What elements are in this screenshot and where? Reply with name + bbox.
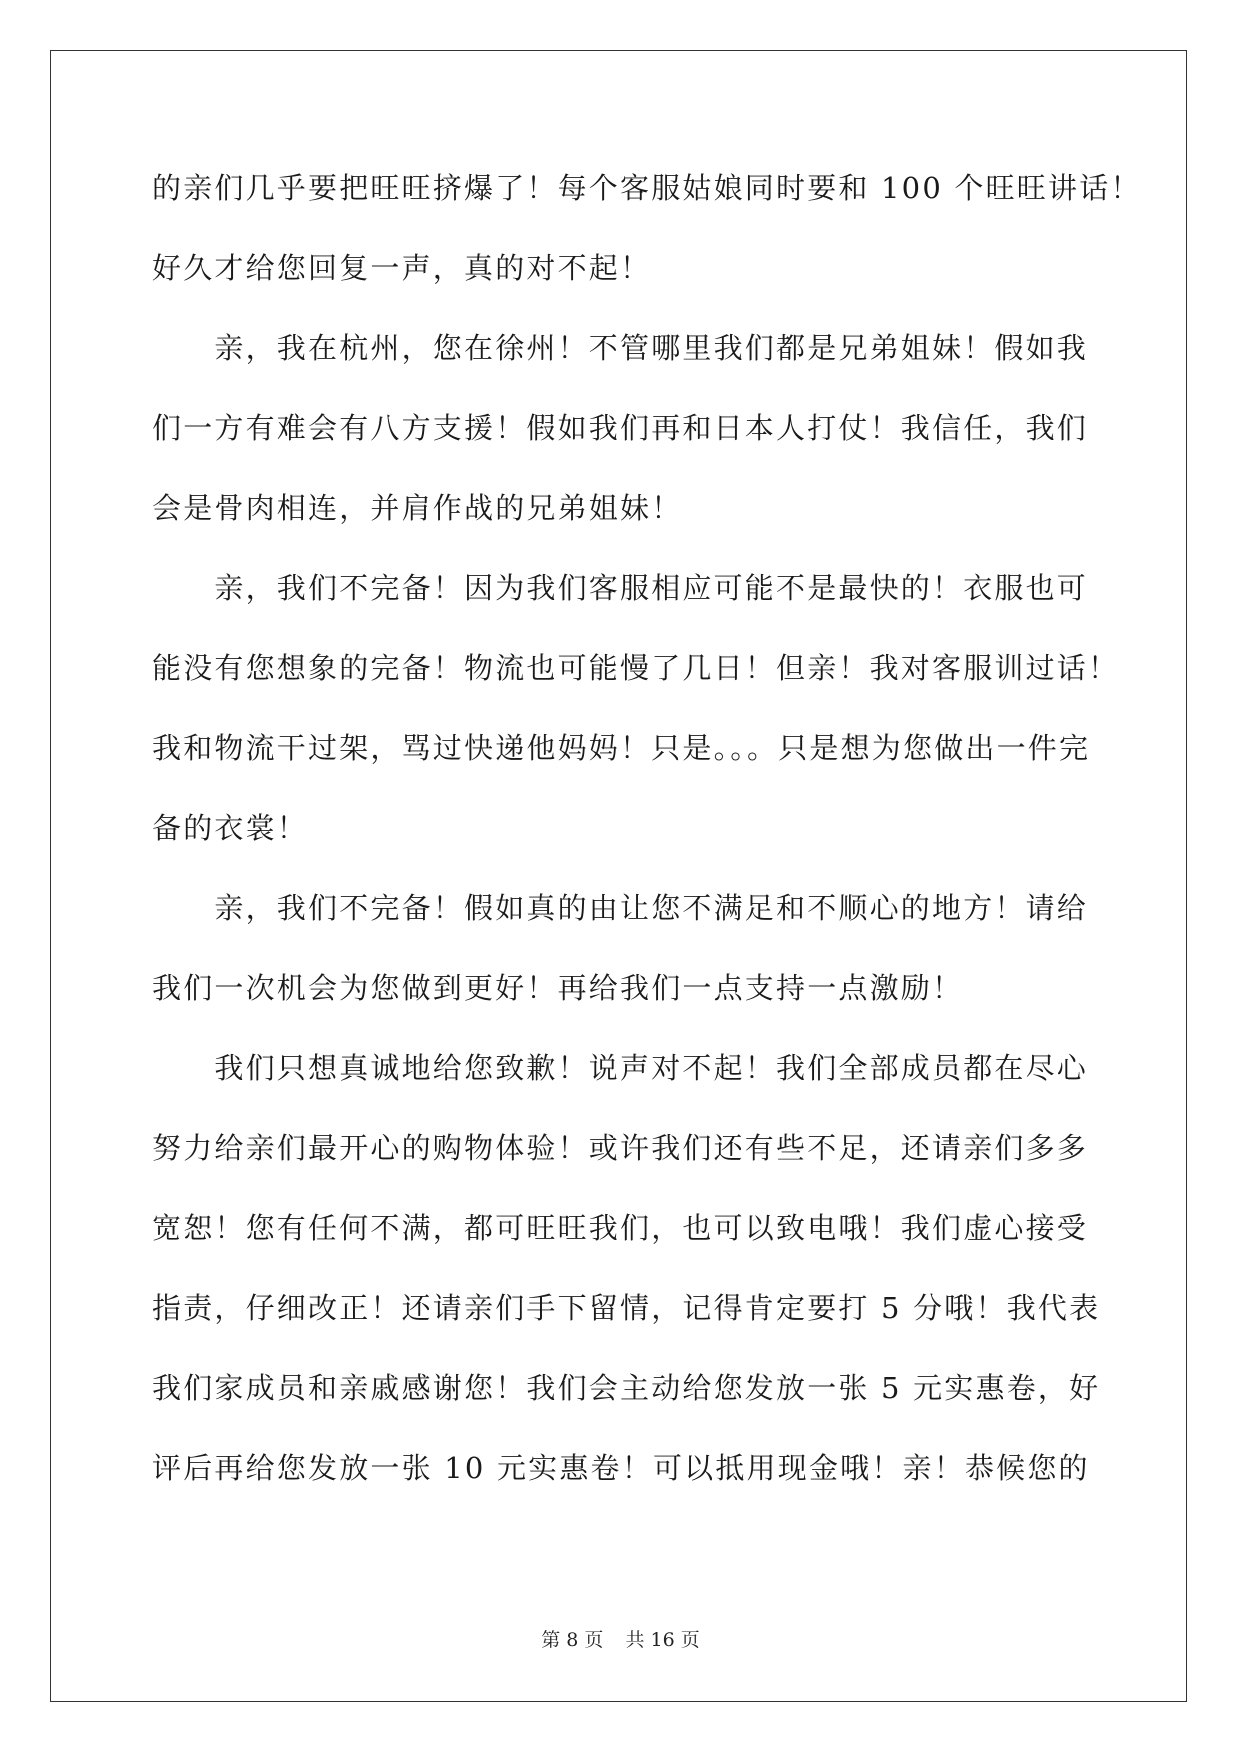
text-line: 们一方有难会有八方支援！假如我们再和日本人打仗！我信任，我们 [152,411,1089,445]
text-line: 评后再给您发放一张 10 元实惠卷！可以抵用现金哦！亲！恭候您的 [152,1451,1090,1485]
text-line: 亲，我们不完备！因为我们客服相应可能不是最快的！衣服也可 [152,571,1089,605]
text-line: 宽恕！您有任何不满，都可旺旺我们，也可以致电哦！我们虚心接受 [152,1211,1089,1245]
text-line: 我们一次机会为您做到更好！再给我们一点支持一点激励！ [152,971,964,1005]
text-line: 会是骨肉相连，并肩作战的兄弟姐妹！ [152,491,683,525]
page-total: 共 16 页 [625,1629,700,1651]
text-line: 能没有您想象的完备！物流也可能慢了几日！但亲！我对客服训过话！ [152,651,1120,685]
text-line: 我们家成员和亲戚感谢您！我们会主动给您发放一张 5 元实惠卷，好 [152,1371,1101,1405]
page-number: 第 8 页 [541,1629,604,1651]
text-line: 备的衣裳！ [152,811,309,845]
text-line: 努力给亲们最开心的购物体验！或许我们还有些不足，还请亲们多多 [152,1131,1089,1165]
text-line: 好久才给您回复一声，真的对不起！ [152,251,652,285]
text-line: 我和物流干过架，骂过快递他妈妈！只是。。。只是想为您做出一件完 [152,731,1091,765]
text-line: 指责，仔细改正！还请亲们手下留情，记得肯定要打 5 分哦！我代表 [152,1291,1101,1325]
text-line: 的亲们几乎要把旺旺挤爆了！每个客服姑娘同时要和 100 个旺旺讲话！ [152,171,1142,205]
page-footer [0,1625,1241,1652]
document-body [152,160,1142,1520]
text-line: 我们只想真诚地给您致歉！说声对不起！我们全部成员都在尽心 [152,1051,1089,1085]
text-line: 亲，我在杭州，您在徐州！不管哪里我们都是兄弟姐妹！假如我 [152,331,1089,365]
text-line: 亲，我们不完备！假如真的由让您不满足和不顺心的地方！请给 [152,891,1089,925]
